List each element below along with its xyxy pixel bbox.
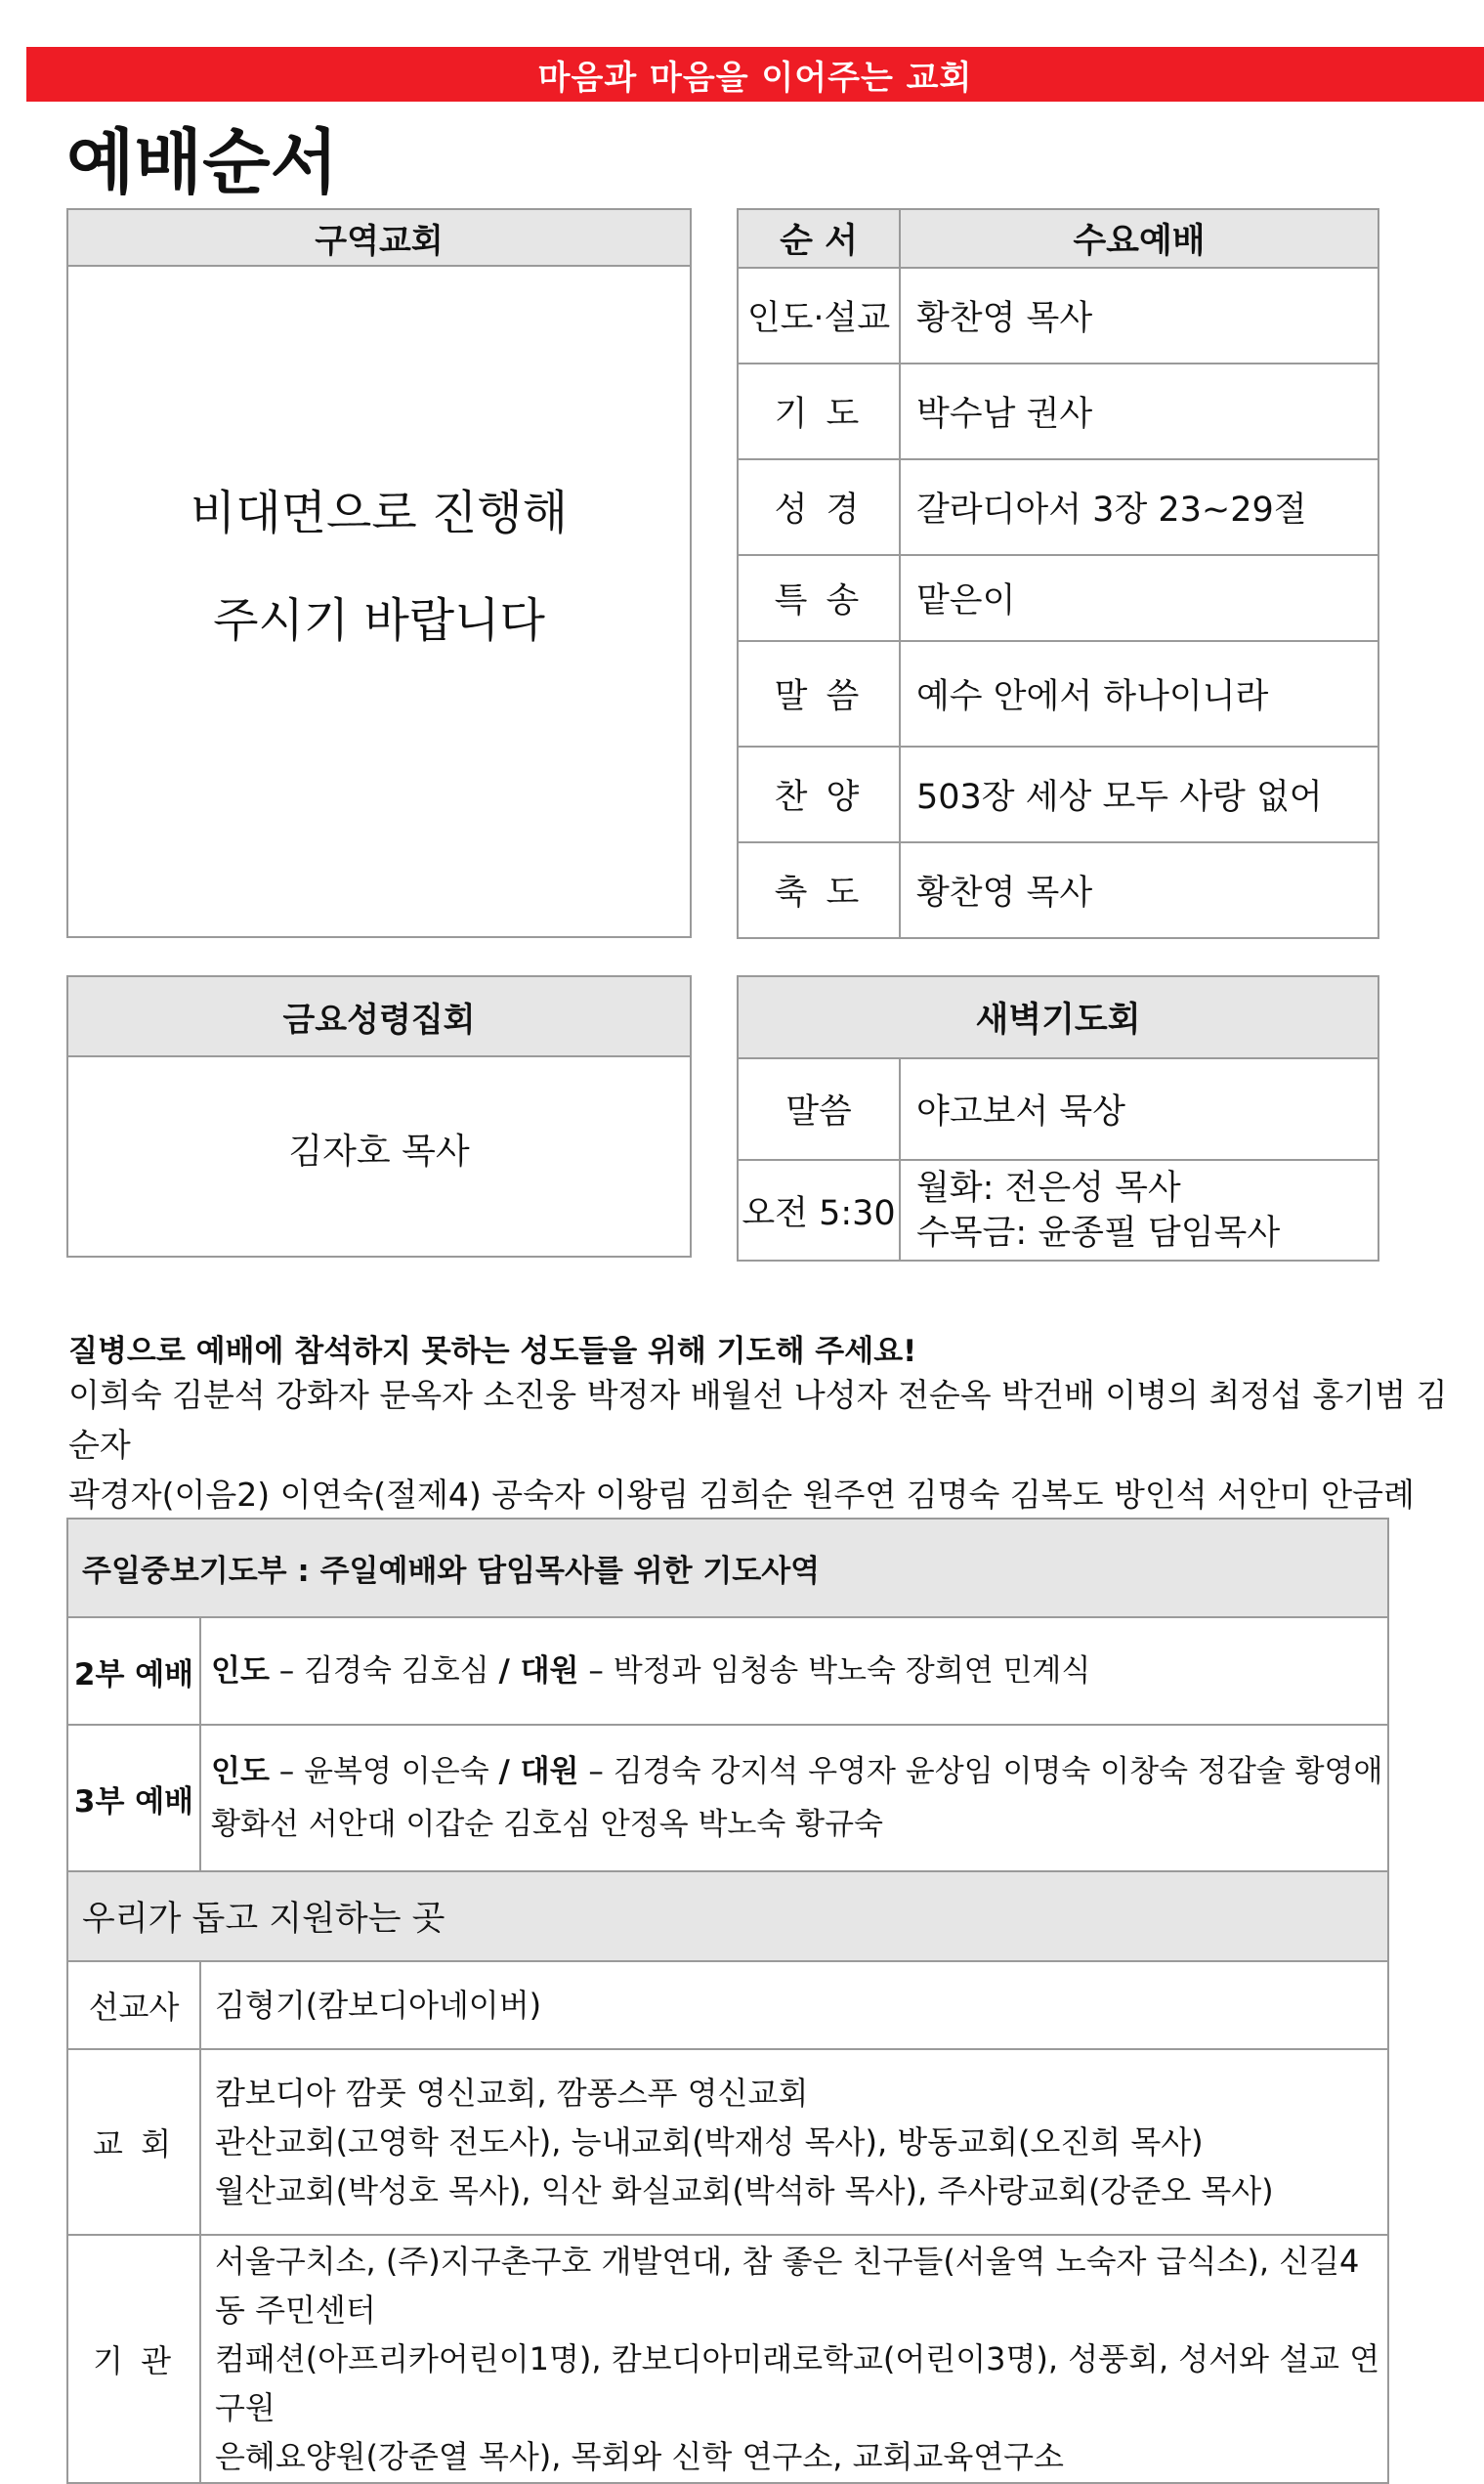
member-names: – 김경숙 강지석 우영자 윤상임 이명숙 이창숙 정갑술 황영애 (578, 1754, 1383, 1789)
church-list (200, 2049, 1388, 2235)
support-heading: 우리가 돕고 지원하는 곳 (67, 1871, 1388, 1961)
row-value: 박수남 권사 (900, 364, 1378, 459)
district-church-header: 구역교회 (68, 210, 690, 267)
row-label: 찬 양 (738, 747, 900, 842)
row-value: 황찬영 목사 (900, 842, 1378, 938)
friday-preacher: 김자호 목사 (288, 1132, 470, 1172)
table-row (738, 1160, 1378, 1261)
leader-title: 인도 (211, 1653, 270, 1689)
table-row (738, 364, 1378, 459)
intercession-heading: 주일중보기도부 : 주일예배와 담임목사를 위한 기도사역 (67, 1519, 1388, 1617)
dawn-prayer-header: 새벽기도회 (738, 976, 1378, 1058)
sick-prayer-heading: 질병으로 예배에 참석하지 못하는 성도들을 위해 기도해 주세요! (68, 1334, 917, 1369)
row-value: 503장 세상 모두 사랑 없어 (900, 747, 1378, 842)
table-row (67, 1961, 1388, 2049)
church-label: 교 회 (67, 2049, 200, 2235)
dawn-leader-line2: 수목금: 윤종필 담임목사 (916, 1213, 1281, 1253)
member-title: / 대원 (498, 1754, 579, 1789)
row-value (900, 1160, 1378, 1261)
row-value: 황찬영 목사 (900, 268, 1378, 364)
service3-label: 3부 예배 (67, 1725, 200, 1871)
sick-member-list (68, 1370, 1456, 1520)
leader-names: – 윤복영 이은숙 (269, 1754, 499, 1789)
organization-line3: 은혜요양원(강준열 목사), 목회와 신학 연구소, 교회교육연구소 (215, 2438, 1064, 2475)
table-row (738, 1058, 1378, 1160)
organization-line2: 컴패션(아프리카어린이1명), 캄보디아미래로학교(어린이3명), 성풍회, 성서와 설교 연구원 (215, 2340, 1380, 2426)
table-row (67, 1617, 1388, 1725)
row-value: 야고보서 묵상 (900, 1058, 1378, 1160)
row-label: 인도·설교 (738, 268, 900, 364)
row-label: 기 도 (738, 364, 900, 459)
row-value: 맡은이 (900, 555, 1378, 641)
friday-meeting-box (66, 975, 692, 1258)
table-row (738, 459, 1378, 555)
leader-names: – 김경숙 김호심 (269, 1653, 499, 1689)
row-value: 예수 안에서 하나이니라 (900, 641, 1378, 747)
wednesday-service-table (737, 208, 1379, 939)
table-row (67, 2235, 1388, 2483)
organization-line1: 서울구치소, (주)지구촌구호 개발연대, 참 좋은 친구들(서울역 노숙자 급식소), 신길4동 주민센터 (215, 2243, 1360, 2329)
church-slogan-banner: 마음과 마음을 이어주는 교회 (26, 47, 1484, 102)
organization-list (200, 2235, 1388, 2483)
page-title: 예배순서 (66, 120, 339, 203)
sick-members-line1: 이희숙 김분석 강화자 문옥자 소진웅 박정자 배월선 나성자 전순옥 박건배 이병의 최정섭 홍기범 김순자 (68, 1376, 1448, 1464)
district-notice-line1: 비대면으로 진행해 (190, 486, 569, 540)
table-row (67, 2049, 1388, 2235)
table-row (738, 641, 1378, 747)
service2-label: 2부 예배 (67, 1617, 200, 1725)
member-names: – 박정과 임청송 박노숙 장희연 민계식 (578, 1653, 1091, 1689)
table-row (738, 747, 1378, 842)
dawn-prayer-table (737, 975, 1379, 1262)
row-label: 말 씀 (738, 641, 900, 747)
church-line2: 관산교회(고영학 전도사), 능내교회(박재성 목사), 방동교회(오진희 목사) (215, 2123, 1204, 2161)
missionary-label: 선교사 (67, 1961, 200, 2049)
organization-label: 기 관 (67, 2235, 200, 2483)
sick-members-line2: 곽경자(이음2) 이연숙(절제4) 공숙자 이왕림 김희순 원주연 김명숙 김복도 방인석 서안미 안금례 (68, 1476, 1415, 1514)
row-label: 특 송 (738, 555, 900, 641)
service3-members (200, 1725, 1388, 1871)
row-label: 축 도 (738, 842, 900, 938)
missionary-value: 김형기(캄보디아네이버) (200, 1961, 1388, 2049)
district-church-box (66, 208, 692, 938)
friday-meeting-header: 금요성령집회 (68, 977, 690, 1057)
table-row (738, 555, 1378, 641)
district-notice-line2: 주시기 바랍니다 (213, 593, 545, 648)
church-line1: 캄보디아 깜풋 영신교회, 깜퐁스푸 영신교회 (215, 2075, 809, 2112)
dawn-leader-line1: 월화: 전은성 목사 (916, 1168, 1181, 1208)
wednesday-column-header: 수요예배 (900, 209, 1378, 268)
leader-title: 인도 (211, 1754, 270, 1789)
row-label: 말씀 (738, 1058, 900, 1160)
row-label: 성 경 (738, 459, 900, 555)
table-row (738, 268, 1378, 364)
service2-members (200, 1617, 1388, 1725)
table-row (738, 842, 1378, 938)
church-line3: 월산교회(박성호 목사), 익산 화실교회(박석하 목사), 주사랑교회(강준오 목사) (215, 2172, 1274, 2209)
order-column-header: 순 서 (738, 209, 900, 268)
row-value: 갈라디아서 3장 23~29절 (900, 459, 1378, 555)
row-label: 오전 5:30 (738, 1160, 900, 1261)
table-row (67, 1725, 1388, 1871)
prayer-support-table (66, 1518, 1389, 2484)
service3-members-line2: 황화선 서안대 이갑순 김호심 안정옥 박노숙 황규숙 (211, 1807, 883, 1842)
member-title: / 대원 (498, 1653, 579, 1689)
